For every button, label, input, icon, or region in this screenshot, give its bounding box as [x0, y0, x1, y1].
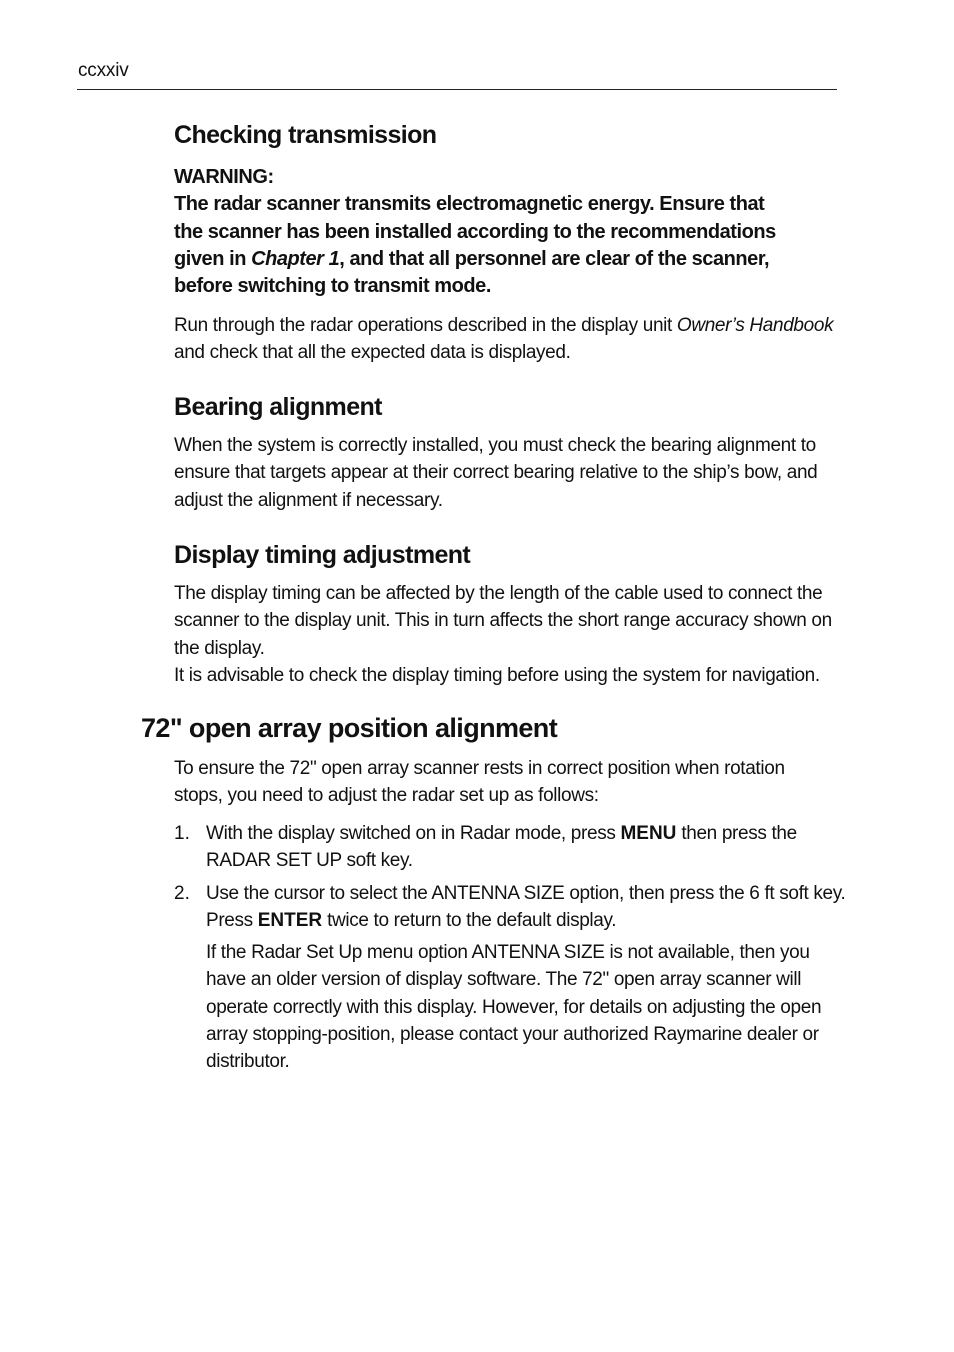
step-line	[206, 820, 838, 847]
warning-line: The radar scanner transmits electromagnetic energy. Ensure that	[174, 193, 765, 216]
note-line: distributor.	[206, 1051, 290, 1073]
step-line	[206, 907, 838, 934]
note-line: If the Radar Set Up menu option ANTENNA SIZE is not available, then you	[206, 942, 810, 963]
warning-line: before switching to transmit mode.	[174, 275, 491, 298]
heading-checking-transmission: Checking transmission	[174, 121, 437, 149]
warning-text: given in	[174, 247, 252, 270]
note-line: have an older version of display software. The 72" open array scanner will	[206, 969, 802, 991]
step-2-note	[206, 939, 838, 1075]
page-number: ccxxiv	[78, 60, 129, 81]
warning-block	[174, 164, 838, 300]
body-line: and check that all the expected data is displayed.	[174, 342, 571, 364]
body-line: To ensure the 72" open array scanner rests in correct position when rotation	[174, 758, 785, 779]
heading-bearing-alignment: Bearing alignment	[174, 393, 382, 421]
step-2	[206, 880, 846, 935]
step-text: then press the	[676, 823, 797, 844]
step-line: RADAR SET UP soft key.	[206, 850, 413, 872]
heading-open-array-alignment: 72" open array position alignment	[141, 713, 558, 743]
body-line: scanner to the display unit. This in turn affects the short range accuracy shown on	[174, 610, 832, 632]
step-number: 2.	[174, 883, 190, 904]
chapter-reference: Chapter 1	[251, 247, 340, 270]
body-line: ensure that targets appear at their correct bearing relative to the ship’s bow, and	[174, 462, 818, 484]
enter-key: ENTER	[257, 910, 323, 932]
step-text: twice to return to the default display.	[322, 910, 617, 932]
header-rule	[77, 89, 837, 90]
step-text: With the display switched on in Radar mode, press	[206, 823, 621, 844]
handbook-reference: Owner’s Handbook	[676, 315, 834, 336]
note-line: operate correctly with this display. However, for details on adjusting the open	[206, 996, 822, 1018]
warning-line: the scanner has been installed according to the recommendations	[174, 220, 776, 243]
menu-key: MENU	[620, 823, 677, 844]
body-text: Run through the radar operations described in the display unit	[174, 315, 677, 336]
heading-display-timing: Display timing adjustment	[174, 541, 471, 569]
warning-label: WARNING:	[174, 166, 274, 188]
body-line: The display timing can be affected by the length of the cable used to connect the	[174, 583, 823, 604]
body-line: stops, you need to adjust the radar set up as follows:	[174, 785, 599, 807]
body-line	[174, 312, 838, 339]
warning-line	[174, 246, 838, 273]
body-line: It is advisable to check the display timing before using the system for navigation.	[174, 664, 820, 686]
bearing-body	[174, 432, 838, 514]
warning-text: , and that all personnel are clear of the scanner,	[339, 247, 770, 270]
body-line: When the system is correctly installed, you must check the bearing alignment to	[174, 435, 816, 456]
step-text: Press	[206, 910, 258, 932]
array-intro	[174, 755, 838, 810]
body-line: the display.	[174, 637, 265, 659]
step-number: 1.	[174, 823, 190, 844]
timing-body	[174, 580, 838, 689]
checking-body	[174, 312, 838, 367]
note-line: array stopping-position, please contact your authorized Raymarine dealer or	[206, 1023, 819, 1045]
step-line: Use the cursor to select the ANTENNA SIZE option, then press the 6 ft soft key.	[206, 883, 846, 904]
body-line: adjust the alignment if necessary.	[174, 489, 443, 511]
step-1	[206, 820, 838, 875]
